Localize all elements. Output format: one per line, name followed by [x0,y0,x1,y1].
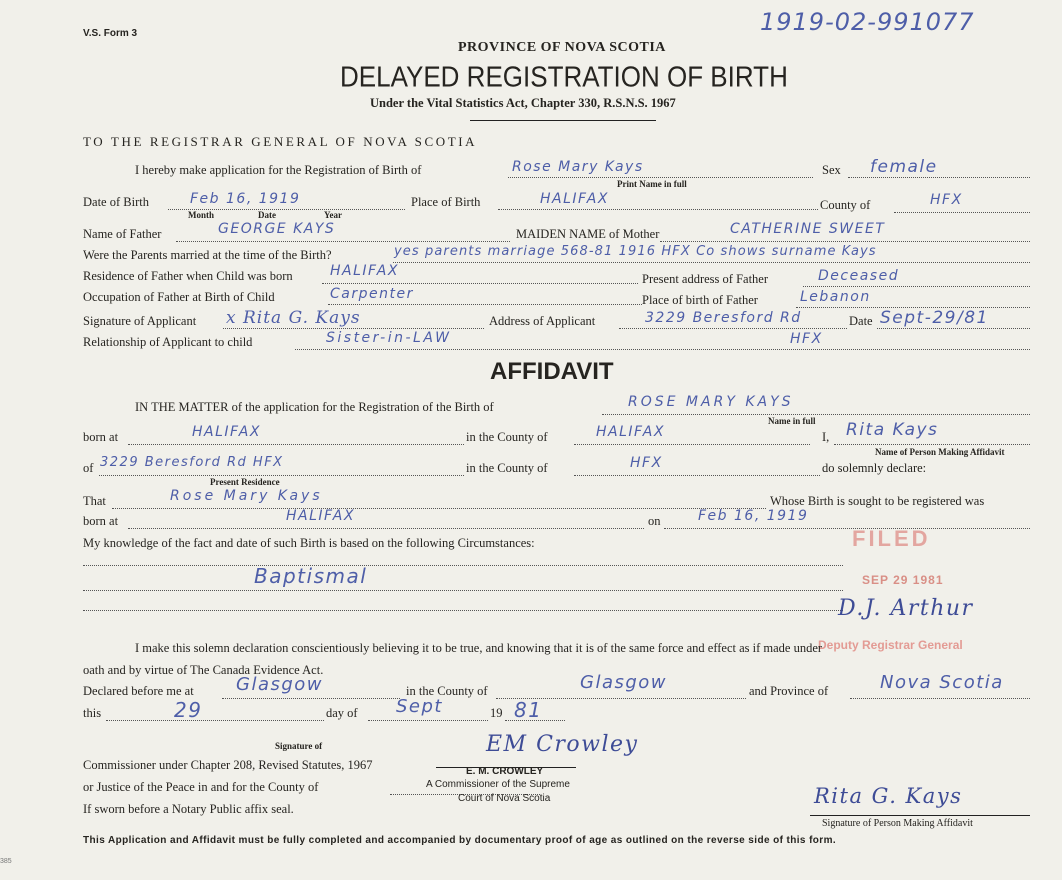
that-line [112,508,766,509]
county-line [894,212,1030,213]
married-value: yes parents marriage 568-81 1916 HFX Co shows surname Kays [394,244,877,259]
affiant-signature-rule [810,815,1030,816]
residence-caption: Present Residence [210,477,280,487]
i-label: I, [822,430,830,444]
father-pob-label: Place of birth of Father [642,293,758,307]
county2-value: HFX [630,455,663,471]
that-label: That [83,494,106,508]
dob-date-caption: Date [258,210,276,220]
father-line [176,241,510,242]
applicant-address-line [619,328,847,329]
applicant-address-city: HFX [790,331,823,347]
declared-value: Glasgow [236,674,324,695]
occupation-value: Carpenter [330,286,414,302]
matter-label: IN THE MATTER of the application for the Registration of the Birth of [135,400,494,414]
declaration-line-1: I make this solemn declaration conscientiously believing it to be true, and knowing that it is of the same force and effect as if made under [135,641,823,655]
born-at2-label: born at [83,514,119,528]
pob-value: HALIFAX [540,191,609,207]
father-label: Name of Father [83,227,162,241]
province-line [850,698,1030,699]
declaration-line-2: oath and by virtue of The Canada Evidence Act. [83,663,324,677]
justice-label: or Justice of the Peace in and for the County of [83,780,319,794]
name-in-full-caption: Name in full [768,416,816,426]
dob-year-caption: Year [324,210,342,220]
county-value: HFX [930,192,963,208]
this-value: 29 [174,698,203,722]
circumstance-value: Baptismal [254,564,368,588]
affidavit-heading: AFFIDAVIT [490,358,614,385]
on-line [664,528,1030,529]
circumstance-line-1 [83,565,843,566]
applicant-signature-label: Signature of Applicant [83,314,197,328]
occupation-line [328,304,642,305]
applicant-address-label: Address of Applicant [489,314,596,328]
date-label: Date [849,314,873,328]
mother-value: CATHERINE SWEET [730,221,886,237]
registrar-title-stamp: Deputy Registrar General [818,638,963,652]
matter-line [602,414,1030,415]
year-value: 81 [514,698,543,722]
in-county-value: HALIFAX [596,424,665,440]
knowledge-label: My knowledge of the fact and date of such Birth is based on the following Circumstances: [83,536,535,550]
dob-value: Feb 16, 1919 [190,191,301,207]
date-line [877,328,1030,329]
born-at2-line [128,528,644,529]
occupation-label: Occupation of Father at Birth of Child [83,290,275,304]
present-address-line [803,286,1030,287]
declared-line [222,698,400,699]
whose-birth-label: Whose Birth is sought to be registered was [770,494,985,508]
born-at2-value: HALIFAX [286,508,355,524]
province-label: and Province of [749,684,829,698]
applicant-signature-value: x Rita G. Kays [226,308,361,328]
notary-label: If sworn before a Notary Public affix seal. [83,802,294,816]
relationship-label: Relationship of Applicant to child [83,335,253,349]
residence-label: Residence of Father when Child was born [83,269,293,283]
circumstance-line-3 [83,610,843,611]
commissioner-label: Commissioner under Chapter 208, Revised Statutes, 1967 [83,758,373,772]
affiant-caption: Signature of Person Making Affidavit [822,818,973,829]
commissioner-title: A Commissioner of the Supreme [426,779,570,790]
father-pob-value: Lebanon [800,289,871,305]
born-at-label: born at [83,430,119,444]
mother-label: MAIDEN NAME of Mother [516,227,660,241]
registrar-signature: D.J. Arthur [838,596,974,621]
month-value: Sept [396,696,443,717]
of-label: of [83,461,94,475]
county2-label: in the County of [466,461,548,475]
filed-stamp: FILED [852,526,931,551]
present-address-value: Deceased [818,268,900,284]
applicant-signature-line [223,328,484,329]
province-value: Nova Scotia [880,672,1004,693]
father-value: GEORGE KAYS [218,221,336,237]
edge-mark: 385 [0,858,12,865]
of-line [99,475,464,476]
commissioner-court: Court of Nova Scotia [458,793,551,804]
married-label: Were the Parents married at the time of the Birth? [83,248,332,262]
residence-line [322,283,638,284]
applicant-address-value: 3229 Beresford Rd [645,310,802,326]
day-of-label: day of [326,706,358,720]
person-caption: Name of Person Making Affidavit [875,447,1005,457]
born-at-line [128,444,464,445]
document-title: DELAYED REGISTRATION OF BIRTH [340,60,788,93]
county-label: County of [820,198,871,212]
intro-label: I hereby make application for the Registration of Birth of [135,163,422,177]
county2-line [574,475,820,476]
on-label: on [648,514,661,528]
pob-label: Place of Birth [411,195,481,209]
present-address-label: Present address of Father [642,272,769,286]
on-value: Feb 16, 1919 [698,508,809,524]
month-line [368,720,488,721]
registration-number: 1919-02-991077 [760,8,975,36]
addressee: TO THE REGISTRAR GENERAL OF NOVA SCOTIA [83,134,478,149]
sex-value: female [870,157,938,177]
affiant-name-line [834,444,1030,445]
of-value: 3229 Beresford Rd HFX [100,455,284,470]
filed-date-stamp: SEP 29 1981 [862,573,944,587]
residence-value: HALIFAX [330,263,399,279]
province-heading: PROVINCE OF NOVA SCOTIA [458,40,666,55]
declare-label: do solemnly declare: [822,461,927,475]
county3-label: in the County of [406,684,488,698]
sex-label: Sex [822,163,841,177]
this-line [106,720,324,721]
married-line [393,262,1030,263]
pob-line [498,209,818,210]
title-rule [470,120,656,121]
form-number: V.S. Form 3 [83,28,138,39]
sex-line [848,177,1030,178]
dob-label: Date of Birth [83,195,149,209]
declared-label: Declared before me at [83,684,194,698]
circumstance-line-2 [83,590,843,591]
in-county-label: in the County of [466,430,548,444]
born-at-value: HALIFAX [192,424,261,440]
commissioner-name: E. M. CROWLEY [466,766,544,777]
name-line [508,177,813,178]
affiant-signature: Rita G. Kays [814,784,963,808]
matter-value: ROSE MARY KAYS [628,394,794,410]
county3-value: Glasgow [580,672,668,693]
this-label: this [83,706,102,720]
document-subtitle: Under the Vital Statistics Act, Chapter 330, R.S.N.S. 1967 [370,96,676,110]
child-name-value: Rose Mary Kays [512,159,644,175]
footer-notice: This Application and Affidavit must be fully completed and accompanied by documentary proof of age as outlined on the reverse side of this form. [83,835,837,846]
relationship-line [295,349,1030,350]
mother-line [660,241,1030,242]
commissioner-signature: EM Crowley [486,732,639,757]
that-value: Rose Mary Kays [170,488,323,504]
dob-month-caption: Month [188,210,215,220]
name-caption: Print Name in full [617,179,687,189]
year-prefix: 19 [490,706,503,720]
date-value: Sept-29/81 [880,308,989,328]
in-county-line [574,444,810,445]
signature-of-caption: Signature of [275,741,323,751]
affiant-name-value: Rita Kays [846,420,939,440]
relationship-value: Sister-in-LAW [326,330,452,346]
